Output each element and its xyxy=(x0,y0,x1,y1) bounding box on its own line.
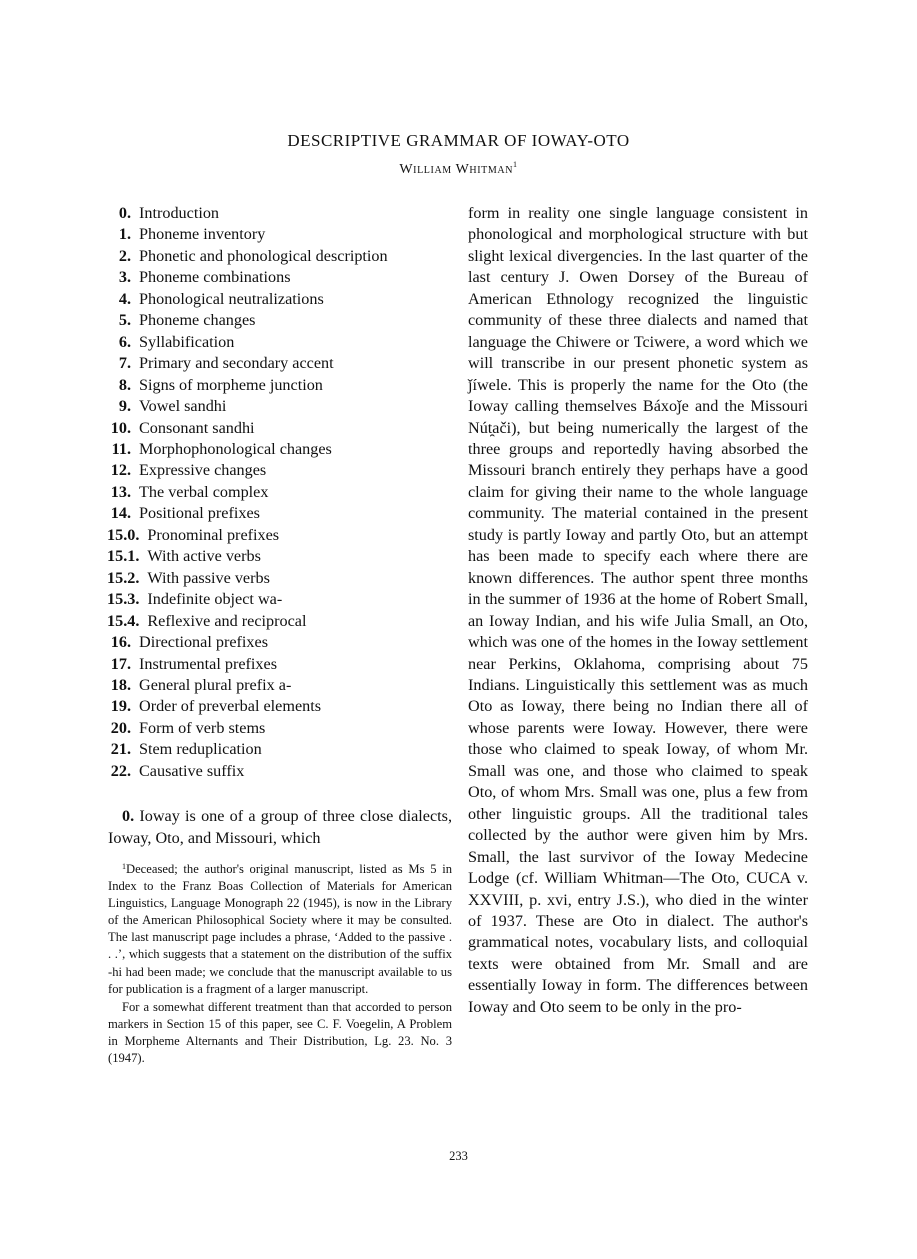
toc-item xyxy=(108,739,458,760)
toc-item-label: Phonetic and phonological description xyxy=(139,246,388,265)
toc-item-number: 10. xyxy=(110,418,131,437)
author-name: William Whitman xyxy=(399,162,514,177)
toc-item xyxy=(108,460,458,481)
toc-item-number: 18. xyxy=(110,675,131,694)
table-of-contents xyxy=(108,203,458,782)
toc-item xyxy=(108,353,458,374)
toc-item xyxy=(108,482,458,503)
toc-item xyxy=(108,289,458,310)
toc-item-label: Consonant sandhi xyxy=(139,418,255,437)
toc-item xyxy=(108,267,458,288)
toc-item-number: 15.4. xyxy=(107,611,140,630)
toc-item-number: 19. xyxy=(110,697,131,716)
right-column xyxy=(468,203,808,1018)
toc-item-label: Primary and secondary accent xyxy=(139,354,334,373)
toc-item-number: 4. xyxy=(118,289,131,308)
toc-item-number: 17. xyxy=(110,654,131,673)
toc-item-number: 9. xyxy=(118,397,131,416)
toc-item-label: Phonological neutralizations xyxy=(139,289,324,308)
toc-item-number: 15.2. xyxy=(107,568,140,587)
right-column-text: form in reality one single language consistent in phonological and morphological structure with but slight lexical divergencies. In the last quarter of the last century J. Owen Dorsey of the Bureau of American Ethnology recognized the linguistic community of these three dialects and named that language the Chiwere or Tciwere, a word which we will transcribe in our present phonetic system as ǰíwele. This is properly the name for the Oto (the Ioway calling themselves Báxoǰe and the Missouri Nút̯ači), but being numerically the largest of the three groups and reportedly having absorbed the Missouri branch entirely they perhaps have a good claim for giving their name to the whole language community. The material contained in the present study is partly Ioway and partly Oto, but an attempt has been made to specify each where there are known differences. The author spent three months in the summer of 1936 at the home of Robert Small, an Ioway Indian, and his wife Julia Small, an Oto, which was one of the homes in the Ioway settlement near Perkins, Oklahoma, comprising about 75 Indians. Linguistically this settlement was as much Oto as Ioway, there being no Indian there all of whose parents were Ioway. However, there were those who claimed to speak Ioway, of whom Mr. Small was one, and those who claimed to speak Oto, of whom Mrs. Small was one, plus a few from other linguistic groups. All the traditional tales collected by the author were given him by Mrs. Small, the last survivor of the Ioway Medecine Lodge (cf. William Whitman—The Oto, CUCA v. XXVIII, p. xvi, entry J.S.), who died in the winter of 1937. These are Oto in dialect. The author's grammatical notes, vocabulary lists, and colloquial texts were obtained from Mr. Small and are essentially Ioway in form. The differences between Ioway and Oto seem to be only in the pro- xyxy=(468,204,808,1016)
toc-item-number: 15.0. xyxy=(107,525,140,544)
toc-item-number: 14. xyxy=(110,504,131,523)
toc-item-label: Vowel sandhi xyxy=(139,397,227,416)
toc-item xyxy=(108,224,458,245)
toc-item xyxy=(108,310,458,331)
toc-item-label: Causative suffix xyxy=(139,761,245,780)
toc-item-number: 5. xyxy=(118,311,131,330)
toc-item-label: Indefinite object wa- xyxy=(147,590,283,609)
toc-item-number: 2. xyxy=(118,246,131,265)
toc-item xyxy=(108,632,458,653)
toc-item-label: Instrumental prefixes xyxy=(139,654,277,673)
toc-item-label: Phoneme inventory xyxy=(139,225,266,244)
toc-item xyxy=(108,568,458,589)
toc-item xyxy=(108,503,458,524)
toc-item-label: Phoneme combinations xyxy=(139,268,291,287)
toc-item xyxy=(108,546,458,567)
toc-item xyxy=(108,718,458,739)
toc-item xyxy=(108,589,458,610)
toc-item-label: Pronominal prefixes xyxy=(147,525,280,544)
author-footnote-mark: 1 xyxy=(513,160,518,169)
toc-item xyxy=(108,439,458,460)
toc-item-label: Morphophonological changes xyxy=(139,439,332,458)
toc-item-number: 13. xyxy=(110,482,131,501)
toc-item-label: Form of verb stems xyxy=(139,718,266,737)
toc-item xyxy=(108,675,458,696)
toc-item-number: 1. xyxy=(118,225,131,244)
toc-item-number: 7. xyxy=(118,354,131,373)
toc-item-label: Order of preverbal elements xyxy=(139,697,322,716)
toc-item-label: Directional prefixes xyxy=(139,633,268,652)
toc-item-number: 6. xyxy=(118,332,131,351)
toc-item-label: With passive verbs xyxy=(147,568,270,587)
toc-item-number: 22. xyxy=(110,761,131,780)
toc-item xyxy=(108,525,458,546)
toc-item-label: Expressive changes xyxy=(139,461,267,480)
toc-item-label: Introduction xyxy=(139,204,220,222)
toc-item xyxy=(108,611,458,632)
toc-item-label: With active verbs xyxy=(147,547,261,566)
intro-paragraph xyxy=(108,806,452,849)
footnotes xyxy=(108,858,452,1067)
toc-item xyxy=(108,375,458,396)
toc-item xyxy=(108,332,458,353)
toc-item-label: General plural prefix a- xyxy=(139,675,292,694)
toc-item xyxy=(108,246,458,267)
toc-item-number: 15.3. xyxy=(107,590,140,609)
toc-item-label: Phoneme changes xyxy=(139,311,256,330)
toc-item-label: Reflexive and reciprocal xyxy=(147,611,307,630)
toc-item xyxy=(108,696,458,717)
toc-item-number: 16. xyxy=(110,633,131,652)
toc-item-number: 8. xyxy=(118,375,131,394)
toc-item-label: The verbal complex xyxy=(139,482,269,501)
intro-section-number: 0. xyxy=(122,807,135,825)
article-title: DESCRIPTIVE GRAMMAR OF IOWAY-OTO xyxy=(287,131,630,150)
footnote-1-text: Deceased; the author's original manuscript, listed as Ms 5 in Index to the Franz Boas Collection of Materials for American Linguistics, Language Monograph 22 (1945), is now in the Library of the American Philosophical Society where it may be consulted. The last manuscript page includes a phrase, ‘Added to the passive . . .’, which suggests that a statement on the distribution of the suffix -hi had been made; we conclude that the manuscript available to us for publication is a fragment of a larger manuscript. xyxy=(108,862,452,996)
toc-item-label: Signs of morpheme junction xyxy=(139,375,323,394)
toc-item xyxy=(108,396,458,417)
intro-text: Ioway is one of a group of three close dialects, Ioway, Oto, and Missouri, which xyxy=(108,807,453,847)
toc-item-number: 20. xyxy=(110,718,131,737)
toc-item xyxy=(108,654,458,675)
toc-item xyxy=(108,203,458,224)
toc-item-number: 0. xyxy=(118,204,131,222)
toc-item-label: Positional prefixes xyxy=(139,504,260,523)
footnote-1-mark: 1 xyxy=(122,862,126,871)
page-number: 233 xyxy=(449,1149,468,1163)
toc-item-label: Syllabification xyxy=(139,332,235,351)
toc-item-number: 15.1. xyxy=(107,547,140,566)
toc-item-number: 12. xyxy=(110,461,131,480)
toc-item xyxy=(108,418,458,439)
toc-item-label: Stem reduplication xyxy=(139,740,262,759)
footnote-1 xyxy=(108,858,452,998)
toc-item-number: 11. xyxy=(111,439,131,458)
toc-item xyxy=(108,761,458,782)
toc-item-number: 21. xyxy=(110,740,131,759)
toc-item-number: 3. xyxy=(118,268,131,287)
author-line xyxy=(0,160,917,178)
footnote-2: For a somewhat different treatment than that accorded to person markers in Section 15 of this paper, see C. F. Voegelin, A Problem in Morpheme Alternants and Their Distribution, Lg. 23. No. 3 (1947). xyxy=(108,999,452,1066)
